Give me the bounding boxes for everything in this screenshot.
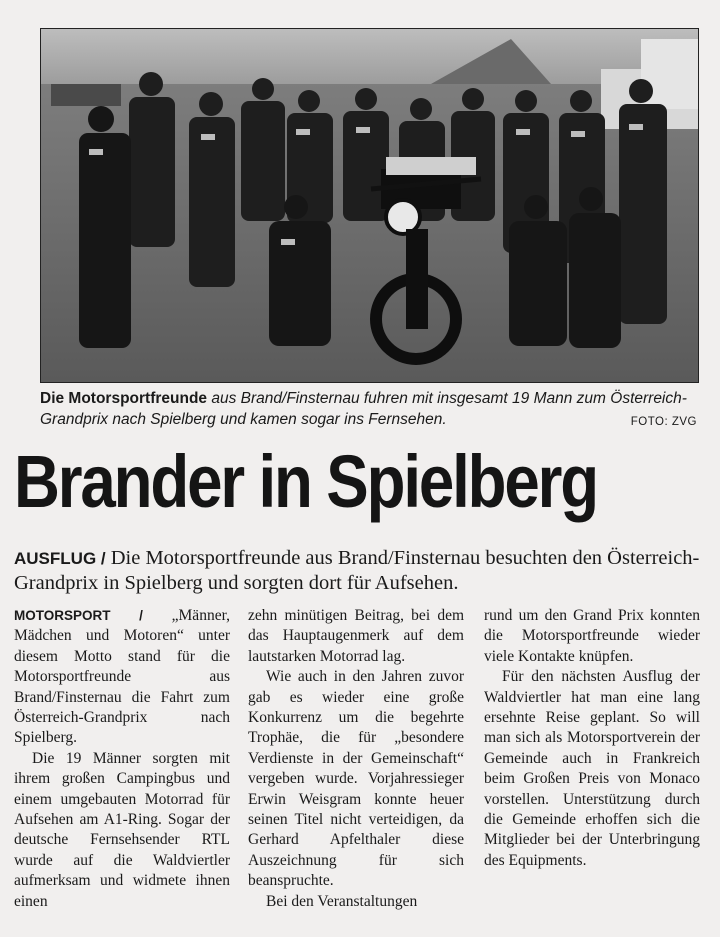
paragraph: Die 19 Männer sorgten mit ihrem großen Campingbus und einem umgebauten Motorrad für Aufsehen am A1-Ring. Sogar der deutsche Fernsehsender RTL wurde auf die Waldviertler aufmerksam und widmete ihnen einen [14,749,230,910]
paragraph-text: „Männer, Mädchen und Motoren“ unter diesem Motto stand für die Motorsportfreunde aus Brand/Finsternau die Fahrt zum Österreich-Grandprix nach Spielberg. [14,607,230,747]
photo-caption [40,388,697,433]
paragraph: Für den nächsten Ausflug der Waldviertler hat man eine lang ersehnte Reise geplant. So will man sich als Motorsportverein der Gemeinde auch in Frankreich beim Großen Preis von Monaco vorstellen. Unterstützung durch die Gemeinde erhoffen sich die Mitglieder bei der Unterbringung des Equipments. [484,668,700,869]
photo-credit: FOTO: ZVG [630,416,697,428]
group-photo-illustration [41,29,698,382]
subheadline [14,546,714,595]
paragraph: Bei den Veranstaltungen [266,892,418,910]
article-column-2 [248,606,464,912]
paragraph: zehn minütigen Beitrag, bei dem das Hauptaugenmerk auf dem lautstarken Motorrad lag. [248,607,464,665]
article-body [14,606,714,910]
paragraph: rund um den Grand Prix konnten die Motorsportfreunde wieder viele Kontakte knüpfen. [484,607,700,665]
paragraph [14,606,230,749]
article-column-1 [14,606,230,912]
caption-text: aus Brand/Finsternau fuhren mit insgesamt 19 Mann zum Österreich-Grandprix nach Spielberg und kamen sogar ins Fernsehen. [40,390,687,428]
body-kicker: MOTORSPORT / [14,608,143,623]
caption-lead: Die Motorsportfreunde [40,390,208,407]
subhead-text: Die Motorsportfreunde aus Brand/Finsternau besuchten den Österreich-Grandprix in Spielberg und sorgten dort für Aufsehen. [14,547,700,594]
article-column-3 [484,606,700,871]
headline: Brander in Spielberg [14,440,597,523]
group-photo [40,28,699,383]
subhead-kicker: AUSFLUG / [14,549,106,568]
paragraph: Wie auch in den Jahren zuvor gab es wieder eine große Konkurrenz um die begehrte Trophäe, die für „besondere Verdienste in der Gemeinschaft“ vergeben wurde. Vorjahressieger Erwin Weisgram konnte heuer seinen Titel nicht verteidigen, da Gerhard Apfelthaler diese Auszeichnung für sich beanspruchte. [248,668,464,890]
